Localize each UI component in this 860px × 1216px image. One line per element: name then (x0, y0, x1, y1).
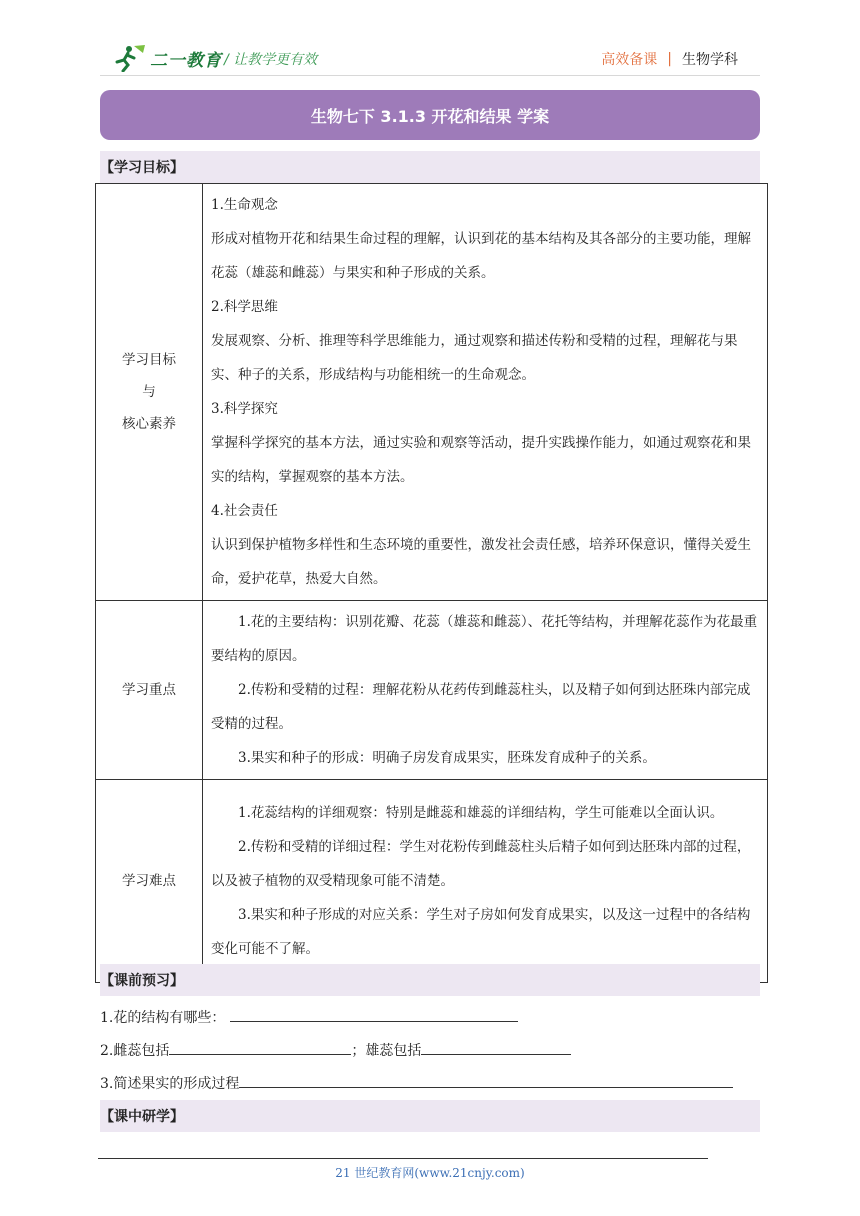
preview-question-1: 1.花的结构有哪些： (100, 1007, 518, 1027)
difficulties-label: 学习难点 (96, 780, 203, 983)
difficulty-item: 1.花蕊结构的详细观察：特别是雌蕊和雄蕊的详细结构，学生可能难以全面认识。 (238, 805, 724, 821)
table-row (96, 184, 768, 601)
answer-blank[interactable] (230, 1007, 518, 1022)
section-objectives: 【学习目标】 (100, 151, 760, 183)
footer-divider (98, 1158, 708, 1159)
difficulties-content (203, 780, 768, 983)
answer-blank[interactable] (169, 1040, 351, 1055)
answer-blank[interactable] (239, 1073, 733, 1088)
brand-logo (112, 44, 222, 72)
difficulty-item: 2.传粉和受精的详细过程：学生对花粉传到雌蕊柱头后精子如何到达胚珠内部的过程，以及被子植物的双受精现象可能不清楚。 (211, 839, 751, 889)
header-subject (601, 49, 738, 69)
objectives-content (203, 184, 768, 601)
objective-heading: 3.科学探究 (211, 401, 278, 417)
objective-text: 掌握科学探究的基本方法，通过实验和观察等活动，提升实践操作能力，如通过观察花和果实的结构，掌握观察的基本方法。 (211, 435, 751, 485)
objective-heading: 2.科学思维 (211, 299, 278, 315)
page-header (0, 0, 860, 80)
objectives-table (95, 183, 768, 983)
section-study: 【课中研学】 (100, 1100, 760, 1132)
objective-text: 发展观察、分析、推理等科学思维能力，通过观察和描述传粉和受精的过程，理解花与果实、种子的关系，形成结构与功能相统一的生命观念。 (211, 333, 738, 383)
logo-text: 二一教育 (150, 50, 222, 71)
objective-heading: 4.社会责任 (211, 503, 278, 519)
page-title: 生物七下 3.1.3 开花和结果 学案 (100, 90, 760, 140)
objective-text: 形成对植物开花和结果生命过程的理解，认识到花的基本结构及其各部分的主要功能，理解花蕊（雄蕊和雌蕊）与果实和种子形成的关系。 (211, 231, 751, 281)
key-point-item: 1.花的主要结构：识别花瓣、花蕊（雄蕊和雌蕊）、花托等结构，并理解花蕊作为花最重要结构的原因。 (211, 614, 758, 664)
key-points-label: 学习重点 (96, 601, 203, 780)
slogan: / 让教学更有效 (224, 52, 318, 68)
objective-heading: 1.生命观念 (211, 197, 278, 213)
header-subject-name: 生物学科 (682, 52, 738, 68)
objective-text: 认识到保护植物多样性和生态环境的重要性，激发社会责任感，培养环保意识，懂得关爱生命，爱护花草，热爱大自然。 (211, 537, 751, 587)
section-preview: 【课前预习】 (100, 964, 760, 996)
header-category: 高效备课 (601, 52, 658, 68)
page-footer: 21 世纪教育网(www.21cnjy.com) (335, 1166, 525, 1180)
difficulty-item: 3.果实和种子形成的对应关系：学生对子房如何发育成果实，以及这一过程中的各结构变化可能不了解。 (211, 907, 751, 957)
table-row (96, 601, 768, 780)
key-point-item: 3.果实和种子的形成：明确子房发育成果实，胚珠发育成种子的关系。 (238, 750, 656, 766)
answer-blank[interactable] (421, 1040, 571, 1055)
preview-question-3: 3.简述果实的形成过程 (100, 1073, 733, 1093)
preview-question-2: 2.雌蕊包括 ；雄蕊包括 (100, 1040, 571, 1060)
header-divider (100, 75, 760, 76)
header-separator: | (667, 51, 672, 67)
runner-logo-icon (112, 44, 148, 72)
table-row (96, 780, 768, 983)
objectives-label: 学习目标 与 核心素养 (96, 184, 203, 601)
key-points-content (203, 601, 768, 780)
key-point-item: 2.传粉和受精的过程：理解花粉从花药传到雌蕊柱头，以及精子如何到达胚珠内部完成受精的过程。 (211, 682, 751, 732)
